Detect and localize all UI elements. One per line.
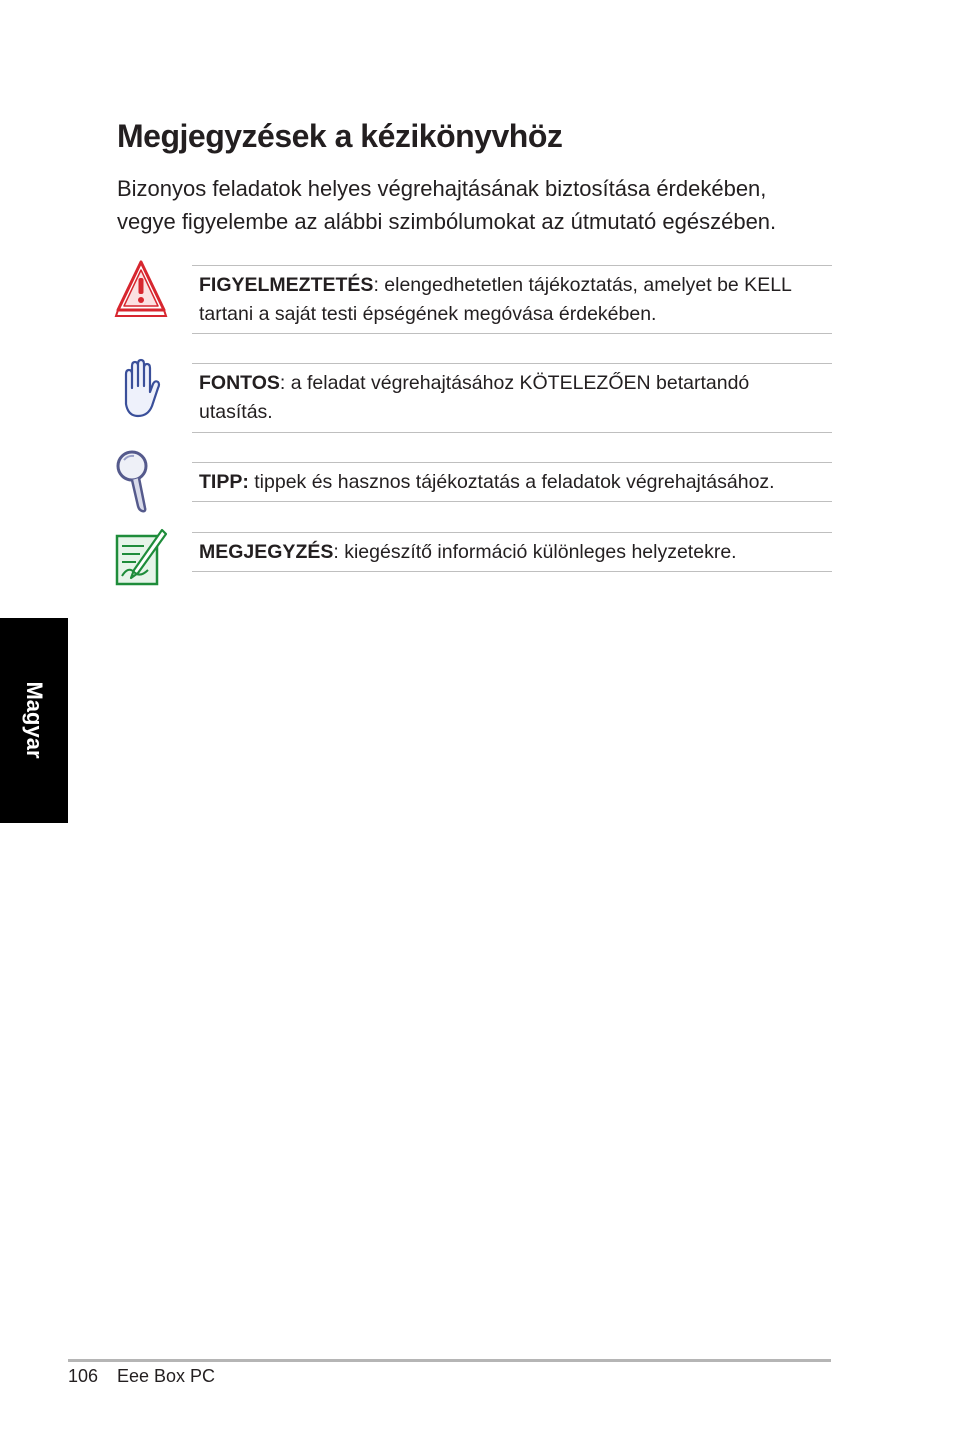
notice-warning-body-1: : elengedhetetlen tájékoztatás, amelyet be KELL: [373, 274, 792, 296]
notice-warning-text: [199, 271, 839, 329]
notice-warning-label: FIGYELMEZTETÉS: [199, 274, 374, 296]
notice-important-text: [199, 369, 839, 427]
notice-note-text: [199, 538, 839, 567]
intro-line-1: Bizonyos feladatok helyes végrehajtásának biztosítása érdekében,: [117, 176, 767, 201]
notice-important-label: FONTOS: [199, 372, 280, 394]
notice-important-line-2: utasítás.: [199, 401, 273, 423]
raised-hand-icon: [112, 358, 166, 420]
notice-note-label: MEGJEGYZÉS: [199, 541, 334, 563]
page-title: Megjegyzések a kézikönyvhöz: [117, 118, 563, 154]
language-side-tab: [0, 618, 68, 823]
notice-important-body-1: : a feladat végrehajtásához KÖTELEZŐEN betartandó: [279, 372, 750, 394]
notice-note-line-1: [199, 538, 839, 567]
language-side-tab-label: Magyar: [22, 681, 47, 759]
notice-important-line-1: [199, 369, 839, 398]
notice-tip-label: TIPP:: [199, 471, 249, 493]
notice-tip: [192, 462, 832, 502]
notice-tip-line-1: [199, 468, 839, 497]
notice-warning-line-1: [199, 271, 839, 300]
notice-tip-body-1: tippek és hasznos tájékoztatás a feladatok végrehajtásához.: [248, 471, 775, 493]
notice-warning: [192, 265, 832, 334]
notice-tip-text: [199, 468, 839, 497]
note-pen-icon: [114, 526, 168, 588]
notice-note: [192, 532, 832, 572]
footer-product-name: Eee Box PC: [117, 1366, 216, 1386]
notice-important: [192, 363, 832, 433]
intro-line-2: vegye figyelembe az alábbi szimbólumokat az útmutató egészében.: [117, 209, 777, 234]
notice-warning-line-2: tartani a saját testi épségének megóvása érdekében.: [199, 303, 657, 325]
footer-rule: [68, 1359, 831, 1362]
warning-triangle-icon: [114, 258, 168, 322]
notice-note-body-1: : kiegészítő információ különleges helyzetekre.: [333, 541, 737, 563]
footer-page-number: 106: [68, 1366, 99, 1386]
intro-paragraph: [117, 172, 847, 238]
magnifier-icon: [112, 448, 166, 514]
